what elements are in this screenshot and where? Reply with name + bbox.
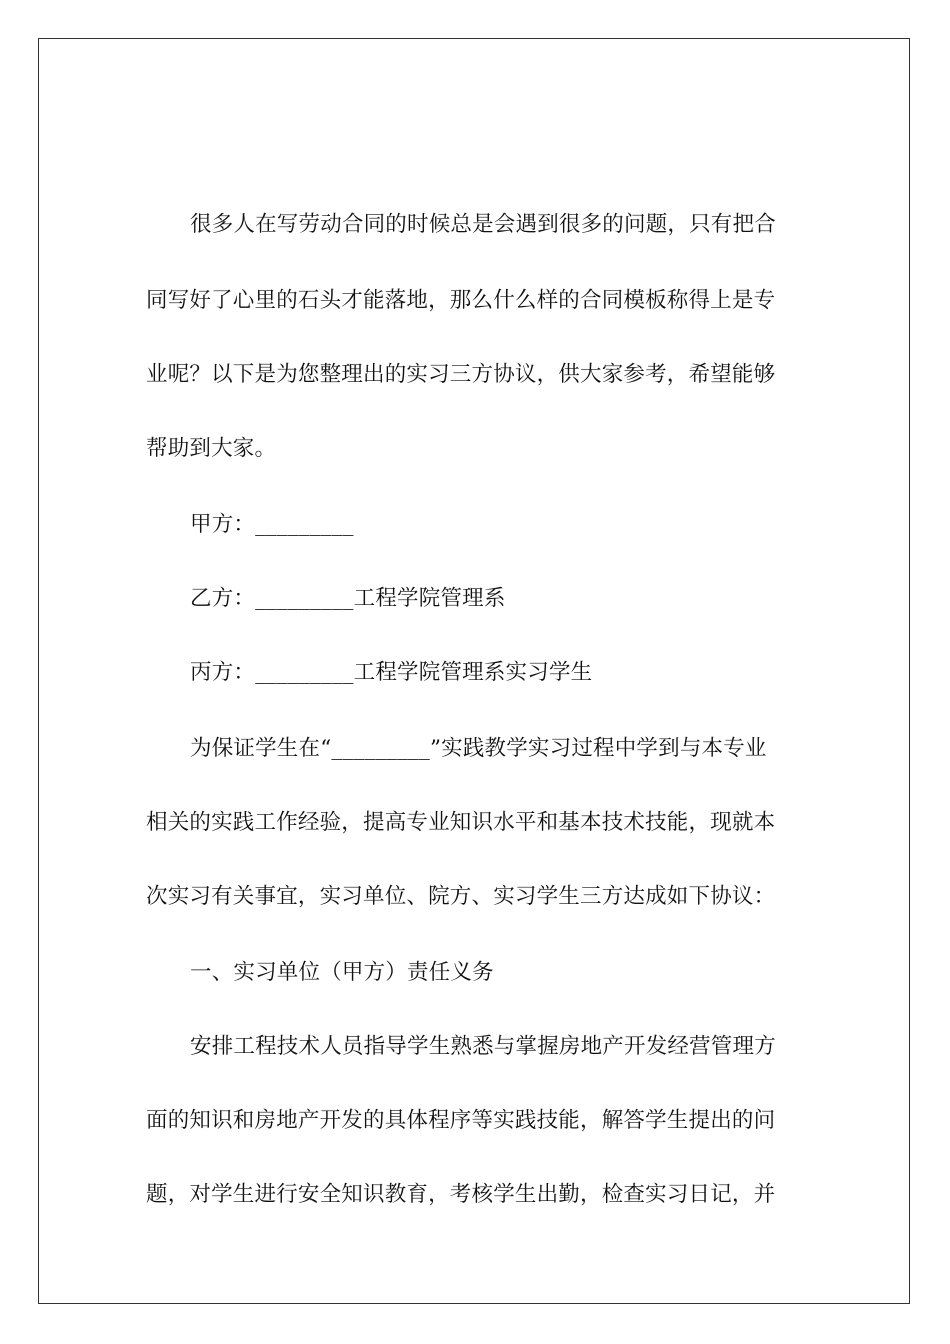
intro-paragraph-line-3: 业呢？以下是为您整理出的实习三方协议，供大家参考，希望能够 <box>146 362 776 387</box>
intro-paragraph-line-2: 同写好了心里的石头才能落地，那么什么样的合同模板称得上是专 <box>146 288 776 313</box>
duties-paragraph-line-2: 面的知识和房地产开发的具体程序等实践技能，解答学生提出的问 <box>146 1108 776 1133</box>
duties-paragraph-line-1: 安排工程技术人员指导学生熟悉与掌握房地产开发经营管理方 <box>190 1034 776 1059</box>
party-b-line: 乙方：_________工程学院管理系 <box>190 586 506 611</box>
duties-paragraph-line-3: 题，对学生进行安全知识教育，考核学生出勤，检查实习日记，并 <box>146 1182 776 1207</box>
purpose-paragraph-line-1: 为保证学生在“_________”实践教学实习过程中学到与本专业 <box>190 736 767 761</box>
party-a-line: 甲方：_________ <box>190 512 354 537</box>
purpose-paragraph-line-3: 次实习有关事宜，实习单位、院方、实习学生三方达成如下协议： <box>146 884 776 909</box>
intro-paragraph-line-1: 很多人在写劳动合同的时候总是会遇到很多的问题，只有把合 <box>190 212 776 237</box>
purpose-paragraph-line-2: 相关的实践工作经验，提高专业知识水平和基本技术技能，现就本 <box>146 810 776 835</box>
party-c-line: 丙方：_________工程学院管理系实习学生 <box>190 660 593 685</box>
intro-paragraph-line-4: 帮助到大家。 <box>146 436 277 461</box>
section-heading-party-a: 一、实习单位（甲方）责任义务 <box>190 960 494 985</box>
